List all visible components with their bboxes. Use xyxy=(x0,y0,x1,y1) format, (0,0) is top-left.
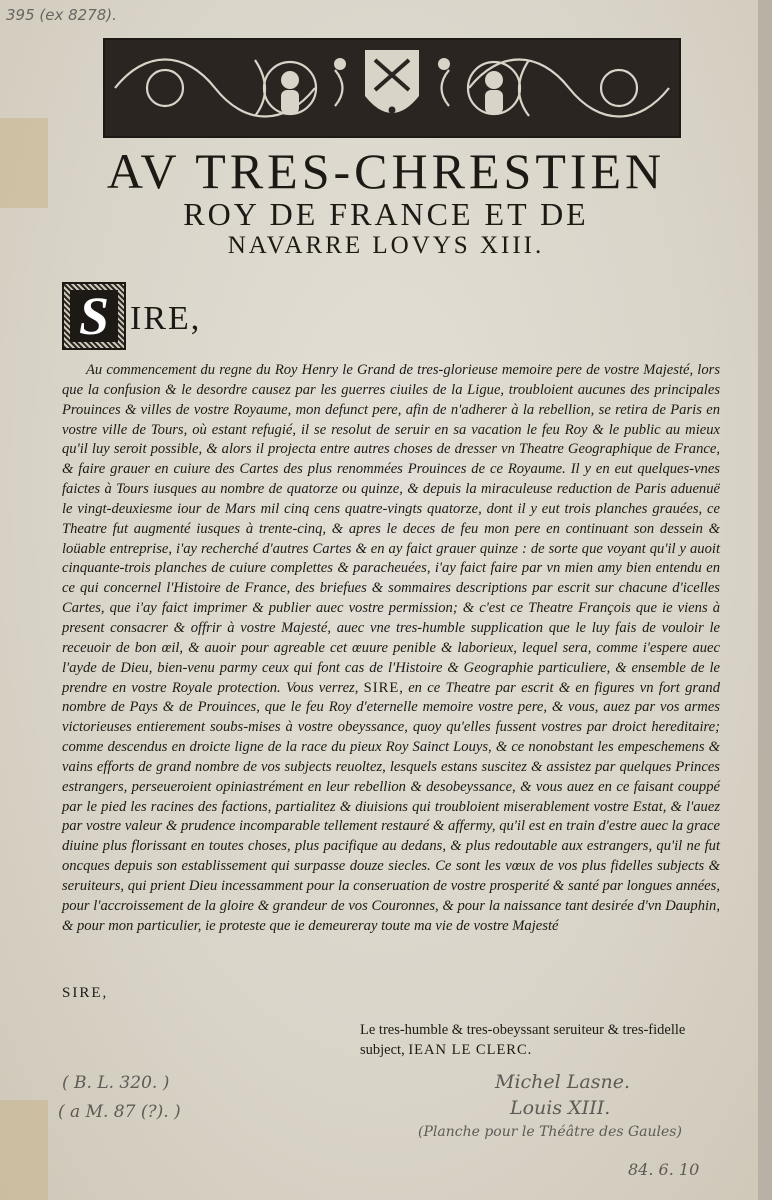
signature-line-1: Le tres-humble & tres-obeyssant seruiteur & tres-fidelle xyxy=(360,1022,686,1038)
dedication-title-line-2: ROY DE FRANCE ET DE xyxy=(183,196,589,232)
signatory-name: IEAN LE CLERC. xyxy=(408,1042,533,1058)
body-sire: SIRE xyxy=(363,679,400,696)
body-text-part-1: Au commencement du regne du Roy Henry le Grand de tres-glorieuse memoire pere de vostre Majesté, lors que la confusion & le desordre causez par les guerres ciuiles de la Ligue, troubloient aucunes des principales Prouinces & villes de vostre Royaume, mon defunct pere, afin de n'adherer à la rebellion, se retira de Paris en vostre ville de Tours, où estant refugié, il se resolut de seruir en sa vacation le feu Roy & le public au mieux qu'il luy seroit possible, & alors il projecta entre autres choses de dresser vn Theatre Geographique de France, & faire grauer en cuiure des Cartes des plus renommées Prouinces de ce Royaume. Il y en eut quelques-vnes faictes à Tours iusques au nombre de quatorze ou quinze, & depuis la miraculeuse reduction de Paris aduenuë le vingt-deuxiesme iour de Mars mil cinq cens quatre-vingts quatorze, dont il y eut trois planches grauées, ce Theatre fut augmenté iusques à trente-cinq, & apres le deces de feu mon pere en continuant son dessein & loüable entreprise, i'ay recherché d'autres Cartes & en ay faict grauer quinze : de sorte que voyant qu'il y auoit cinquante-trois planches de cuiure complettes & paracheuées, i'ay faict faire par vn mien amy bien entendu en ce qui concernel l'Histoire de France, des briefues & sommaires descriptions par escrit sur chacune d'icelles Cartes, que i'ay faict imprimer & publier auec vostre permission; & c'est ce Theatre François que ie viens à present consacrer & offrir à vostre Majesté, auec vne tres-humble supplication que le luy fais de vouloir le receuoir de bon œil, & auoir pour agreable cet œuure penible & laborieux, lequel sera, comme i'espere auec l'ayde de Dieu, bien-venu parmy ceux qui font cas de l'Histoire & Geographie particuliere, & ensemble de le prendre en vostre Royale protection. Vous verrez, xyxy=(62,362,720,696)
signature-block xyxy=(360,1020,715,1060)
pencil-note-right-1: Michel Lasne. xyxy=(495,1071,630,1093)
paper-stain xyxy=(0,1100,48,1200)
ornamental-headpiece xyxy=(103,38,681,138)
pencil-note-left-1: ( B. L. 320. ) xyxy=(62,1073,170,1093)
paper-edge xyxy=(758,0,772,1200)
body-text-part-2: , en ce Theatre par escrit & en figures vn fort grand nombre de Pays & de Prouinces, que le feu Roy d'eternelle memoire vostre pere, & vous, auez par vos armes victorieuses entierement soubs-mises à vostre obeyssance, quoy qu'elles fussent vostres par droict hereditaire; comme descendus en droicte ligne de la race du pieux Roy Sainct Louys, & ce nonobstant les empeschemens & vains efforts de grand nombre de vos subjects reuoltez, lesquels estans suscitez & assistez par quelques Princes estrangers, perseueroient opiniastrément en leur rebellion & desobeyssance, & vous auez en ce faisant couppé par le pied les racines des factions, partialitez & diuisions qui troubloient miserablement vostre Estat, & l'auez par vostre valeur & prudence incomparable tellement restauré & affermy, qu'il est en train d'estre auec la grace diuine plus florissant en toutes choses, plus pacifique au dedans, & plus redoutable aux estrangers, qu'il ne fut oncques depuis son establissement qui surpasse douze siecles. Ce sont les vœux de vos plus fidelles subjects & seruiteurs, qui prient Dieu incessamment pour la conseruation de vostre prosperité & santé par longues années, pour l'accroissement de la gloire & grandeur de vos Couronnes, & pour la naissance tant desirée d'vn Dauphin, & pour mon particulier, ie proteste que ie demeureray toute ma vie de vostre Majesté xyxy=(62,679,720,934)
dedication-title-line-1: AV TRES-CHRESTIEN xyxy=(106,143,666,199)
signature-line-2: subject, xyxy=(360,1042,405,1058)
shelf-mark: 84. 6. 10 xyxy=(628,1160,700,1179)
dedication-body xyxy=(62,361,720,936)
pencil-note-right-2: Louis XIII. xyxy=(510,1097,611,1119)
pencil-note-right-3: (Planche pour le Théâtre des Gaules) xyxy=(418,1124,682,1140)
decorated-initial xyxy=(62,282,126,350)
pencil-note-left-2: ( a M. 87 (?). ) xyxy=(58,1102,181,1122)
catalog-note: 395 (ex 8278). xyxy=(6,6,117,24)
salutation-heading: IRE, xyxy=(130,300,202,337)
closing-salutation: SIRE, xyxy=(62,985,109,1001)
initial-letter: S xyxy=(70,290,118,342)
dedication-title-line-3: NAVARRE LOVYS XIII. xyxy=(227,232,545,259)
